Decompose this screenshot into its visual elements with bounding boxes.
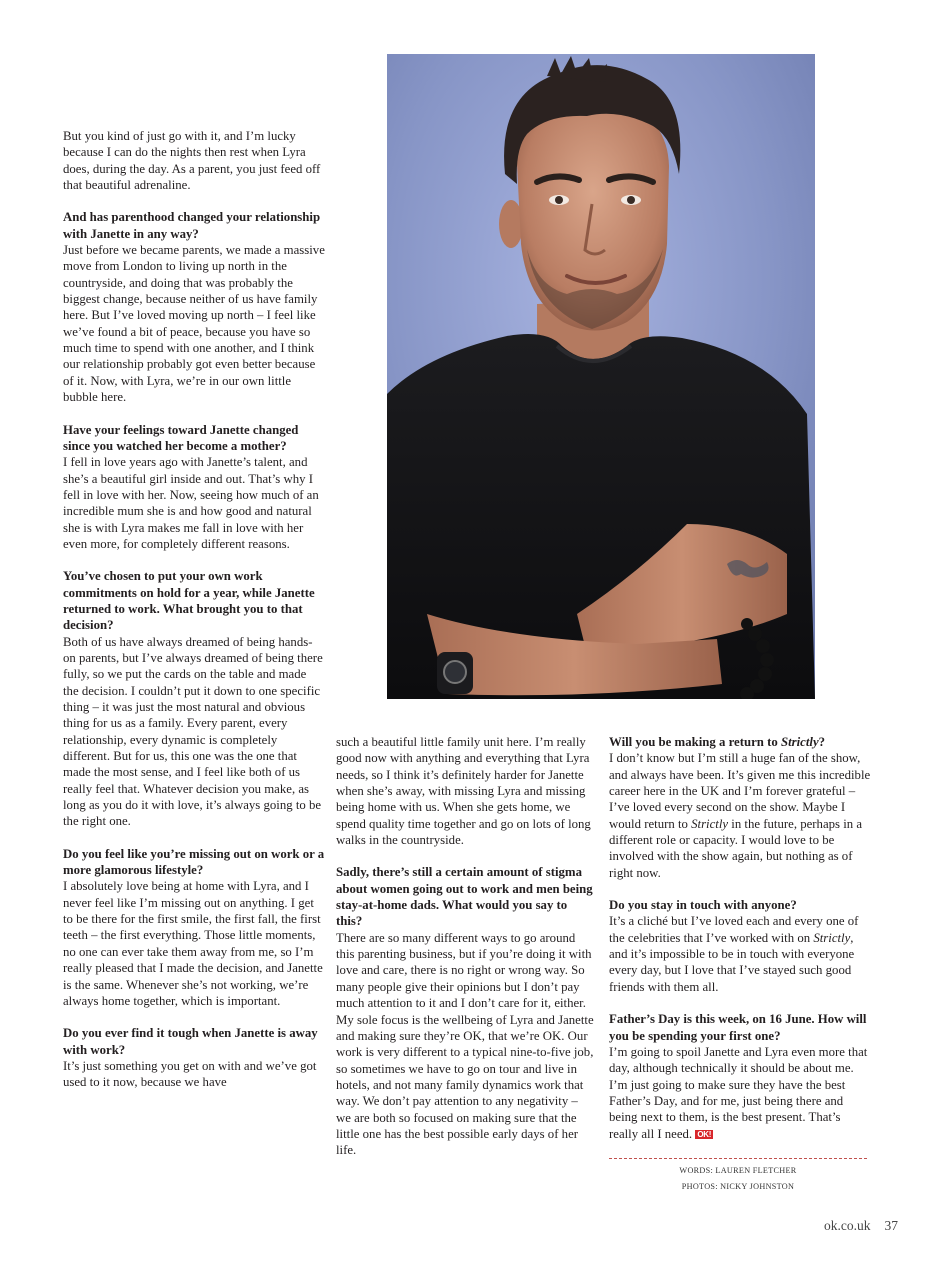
- question-heading: You’ve chosen to put your own work commitments on hold for a year, while Janette returned to work. What brought you to that decision?: [63, 569, 315, 633]
- question-heading: Sadly, there’s still a certain amount of stigma about women going out to work and men being stay-at-home dads. What would you say to this?: [336, 865, 593, 929]
- question-text: ?: [818, 735, 826, 749]
- answer-paragraph: [609, 750, 871, 881]
- ok-end-mark-icon: OK!: [697, 1129, 712, 1139]
- paragraph: But you kind of just go with it, and I’m lucky because I can do the nights then rest when Lyra does, during the day. As a parent, you just feed off that beautiful adrenaline.: [63, 129, 321, 193]
- page-footer: [824, 1218, 898, 1234]
- credits: [609, 1158, 867, 1195]
- site-url: ok.co.uk: [824, 1218, 871, 1233]
- article-column-1: [63, 128, 325, 1091]
- portrait-illustration: [387, 54, 815, 699]
- answer-paragraph: Just before we became parents, we made a massive move from London to living up north in the countryside, and doing that was probably the biggest change, because neither of us have family here. But I’ve loved moving up north – I feel like we’ve found a bit of peace, because you have so much time to spend with one another, and I think our relationship probably got even better because of it. Now, with Lyra, we’re in our own little bubble here.: [63, 243, 325, 405]
- article-column-2: [336, 734, 594, 1159]
- answer-paragraph: Both of us have always dreamed of being hands-on parents, but I’ve always dreamed of being there fully, so we put the cards on the table and made the decision. I couldn’t put it down to one specific thing – it was just the most natural and obvious thing for us as a family. Every parent, every relationship, every dynamic is completely different. But for us, this one was the one that made the most sense, and I feel like both of us really feel that. Whatever decision you make, as long as you do it with love, it’s always going to be the right one.: [63, 634, 323, 829]
- answer-paragraph: I absolutely love being at home with Lyra, and I never feel like I’m missing out on anything. I get to be there for the first smile, the first fall, the first teeth – the first everything. Those little moments, no one can ever take them away from me, so I’m really pleased that I made the decision, and Janette is the same. Whenever she’s not working, we’re always home together, which is important.: [63, 879, 323, 1008]
- answer-paragraph: [609, 1044, 871, 1142]
- photos-credit: PHOTOS: NICKY JOHNSTON: [681, 1182, 795, 1191]
- answer-text: I’m going to spoil Janette and Lyra even more that day, although technically it should be about me. I’m just going to make sure they have the best Father’s Day, and for me, just being there and being next to them, is the best present. That’s really all I need.: [609, 1044, 868, 1141]
- answer-paragraph: It’s just something you get on with and we’ve got used to it now, because we have: [63, 1058, 317, 1090]
- answer-paragraph: I fell in love years ago with Janette’s talent, and she’s a beautiful girl inside and out. That’s why I fell in love with her. Now, seeing how much of an incredible mum she is and how good and natural she is with Lyra makes me fall in love with her even more, for completely different reasons.: [63, 455, 319, 551]
- answer-text: , and it’s impossible to be in touch with everyone every day, but I love that I’ve stayed such good friends with them all.: [609, 930, 855, 994]
- question-heading: [609, 734, 871, 750]
- question-heading: Do you stay in touch with anyone?: [609, 898, 797, 913]
- show-title: Strictly: [780, 735, 819, 749]
- words-credit: WORDS: LAUREN FLETCHER: [679, 1166, 797, 1175]
- question-heading: Have your feelings toward Janette changed since you watched her become a mother?: [63, 422, 299, 453]
- article-column-3: [609, 734, 871, 1142]
- answer-text: It’s a cliché but I’ve loved each and every one of the celebrities that I’ve worked with on: [609, 914, 859, 945]
- show-title: Strictly: [813, 930, 851, 945]
- question-heading: Do you feel like you’re missing out on work or a more glamorous lifestyle?: [63, 846, 325, 878]
- question-text: Will you be making a return to: [609, 735, 781, 749]
- question-heading: And has parenthood changed your relationship with Janette in any way?: [63, 210, 321, 241]
- answer-paragraph: such a beautiful little family unit here. I’m really good now with anything and everything that Lyra needs, so I think it’s definitely harder for Janette when she’s away, with missing Lyra and missing being home with us. When she gets home, we spend quality time together and go on lots of long walks in the countryside.: [336, 735, 591, 848]
- answer-paragraph: [609, 913, 871, 995]
- question-heading: Father’s Day is this week, on 16 June. How will you be spending your first one?: [609, 1012, 867, 1043]
- show-title: Strictly: [691, 816, 729, 831]
- page-number: 37: [884, 1218, 898, 1233]
- question-heading: Do you ever find it tough when Janette is away with work?: [63, 1026, 318, 1057]
- answer-text: in the future, perhaps in a different role or capacity. I would love to be involved with the show again, but nothing as of right now.: [609, 816, 863, 880]
- answer-text: I don’t know but I’m still a huge fan of the show, and always have been. It’s given me this incredible career here in the UK and I’m forever grateful – I’ve loved every second on the show. Maybe I would return to: [609, 751, 871, 831]
- portrait-photo: [387, 54, 815, 699]
- answer-paragraph: There are so many different ways to go around this parenting business, but if you’re doing it with love and care, there is no right or wrong way. So many people give their opinions but I don’t pay much attention to it and I don’t care for it, either. My sole focus is the wellbeing of Lyra and Janette and making sure they’re OK, that we’re OK. Our work is very different to a typical nine-to-five job, so sometimes we have to go on tour and live in hotels, and not many family dynamics work that way. We don’t pay attention to any negativity – we are both so focused on making sure that the little one has the best possible early days of her life.: [336, 930, 594, 1158]
